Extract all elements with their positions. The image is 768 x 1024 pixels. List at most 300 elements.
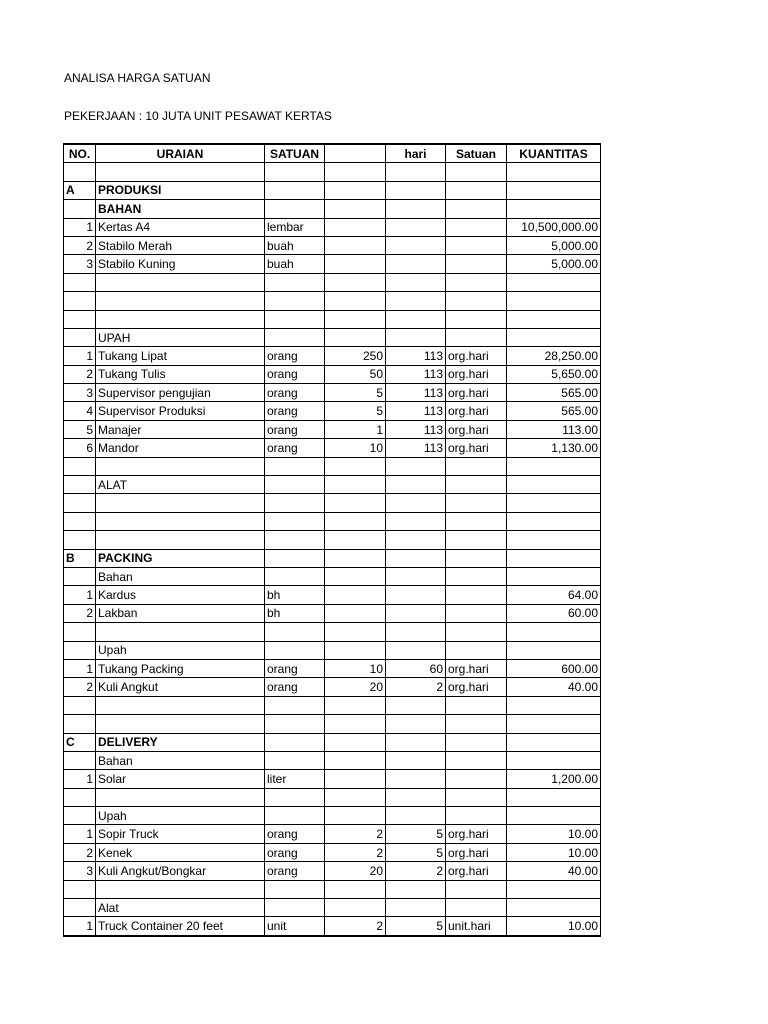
cell-volume [325, 255, 386, 273]
cell-hari [386, 273, 446, 291]
cell-hari: 113 [386, 347, 446, 365]
cell-satuan-hari [446, 623, 507, 641]
cell-uraian [96, 623, 265, 641]
cell-satuan: orang [265, 439, 325, 457]
cell-satuan: bh [265, 586, 325, 604]
cell-hari [386, 236, 446, 254]
cell-satuan [265, 476, 325, 494]
cell-uraian [96, 512, 265, 530]
cell-hari [386, 641, 446, 659]
header-row [64, 144, 601, 163]
cell-no: 2 [64, 843, 96, 861]
cell-hari: 2 [386, 678, 446, 696]
cell-uraian: Truck Container 20 feet [96, 917, 265, 936]
cell-hari: 5 [386, 825, 446, 843]
cell-kuantitas: 5,650.00 [507, 365, 601, 383]
cell-kuantitas [507, 200, 601, 218]
cell-satuan: orang [265, 659, 325, 677]
cell-hari: 5 [386, 843, 446, 861]
cell-volume [325, 899, 386, 917]
cell-volume [325, 163, 386, 181]
cell-uraian: Tukang Packing [96, 659, 265, 677]
cell-no [64, 696, 96, 714]
cell-kuantitas [507, 880, 601, 898]
cell-no [64, 899, 96, 917]
cell-volume [325, 512, 386, 530]
cell-hari [386, 770, 446, 788]
cell-no [64, 163, 96, 181]
cell-satuan-hari [446, 328, 507, 346]
table-row [64, 181, 601, 199]
table-row [64, 715, 601, 733]
cell-no [64, 807, 96, 825]
cell-volume [325, 328, 386, 346]
cell-hari [386, 715, 446, 733]
cell-satuan-hari: org.hari [446, 365, 507, 383]
cell-satuan [265, 715, 325, 733]
cell-hari [386, 163, 446, 181]
cell-uraian [96, 310, 265, 328]
cell-volume: 50 [325, 365, 386, 383]
cell-uraian: BAHAN [96, 200, 265, 218]
cell-kuantitas [507, 623, 601, 641]
cell-uraian: Supervisor Produksi [96, 402, 265, 420]
table-row [64, 236, 601, 254]
cell-no [64, 494, 96, 512]
cell-uraian: Kardus [96, 586, 265, 604]
cell-satuan-hari [446, 457, 507, 475]
cell-kuantitas: 1,130.00 [507, 439, 601, 457]
cell-satuan-hari: org.hari [446, 825, 507, 843]
cell-volume [325, 715, 386, 733]
cell-hari [386, 880, 446, 898]
cell-uraian: Solar [96, 770, 265, 788]
table-row [64, 899, 601, 917]
cell-uraian [96, 788, 265, 806]
cell-uraian: Kuli Angkut/Bongkar [96, 862, 265, 880]
cell-uraian [96, 163, 265, 181]
cell-uraian [96, 531, 265, 549]
cell-hari [386, 623, 446, 641]
cell-no: A [64, 181, 96, 199]
cell-satuan [265, 899, 325, 917]
cell-kuantitas: 5,000.00 [507, 236, 601, 254]
cell-volume [325, 880, 386, 898]
cell-kuantitas: 565.00 [507, 402, 601, 420]
table-row [64, 384, 601, 402]
cell-hari: 5 [386, 917, 446, 936]
cell-kuantitas [507, 310, 601, 328]
cell-no: 1 [64, 825, 96, 843]
cell-volume [325, 733, 386, 751]
cell-satuan [265, 163, 325, 181]
cell-satuan [265, 549, 325, 567]
cell-satuan [265, 328, 325, 346]
cell-no [64, 567, 96, 585]
cell-volume [325, 273, 386, 291]
cell-uraian: ALAT [96, 476, 265, 494]
cell-no: 1 [64, 770, 96, 788]
cell-no: 1 [64, 917, 96, 936]
cell-volume [325, 236, 386, 254]
cell-hari [386, 494, 446, 512]
cell-hari [386, 328, 446, 346]
cell-satuan-hari [446, 163, 507, 181]
table-row [64, 402, 601, 420]
table-row [64, 586, 601, 604]
table-row [64, 788, 601, 806]
cell-kuantitas: 113.00 [507, 420, 601, 438]
cell-volume [325, 788, 386, 806]
cell-volume [325, 586, 386, 604]
cell-uraian: Lakban [96, 604, 265, 622]
cell-satuan: bh [265, 604, 325, 622]
cell-uraian [96, 880, 265, 898]
cell-uraian: Alat [96, 899, 265, 917]
cell-hari [386, 512, 446, 530]
cell-kuantitas: 40.00 [507, 678, 601, 696]
header-hari: hari [386, 144, 446, 163]
cell-satuan-hari [446, 292, 507, 310]
cell-no: 1 [64, 347, 96, 365]
cell-volume: 10 [325, 439, 386, 457]
cell-kuantitas: 10.00 [507, 825, 601, 843]
cell-satuan-hari [446, 273, 507, 291]
cell-satuan: liter [265, 770, 325, 788]
cell-kuantitas [507, 549, 601, 567]
cell-uraian: Kenek [96, 843, 265, 861]
cell-satuan [265, 512, 325, 530]
cell-satuan-hari [446, 218, 507, 236]
cell-volume [325, 770, 386, 788]
cell-hari [386, 549, 446, 567]
cell-uraian: PRODUKSI [96, 181, 265, 199]
cell-volume: 2 [325, 825, 386, 843]
cell-kuantitas [507, 181, 601, 199]
cell-uraian: Sopir Truck [96, 825, 265, 843]
cell-kuantitas [507, 328, 601, 346]
document-title: ANALISA HARGA SATUAN [64, 71, 211, 85]
cell-hari [386, 567, 446, 585]
cell-satuan-hari [446, 751, 507, 769]
table-row [64, 457, 601, 475]
cell-no [64, 751, 96, 769]
cell-satuan-hari [446, 476, 507, 494]
cell-volume: 20 [325, 678, 386, 696]
table-row [64, 494, 601, 512]
cell-uraian: DELIVERY [96, 733, 265, 751]
cell-satuan-hari: org.hari [446, 384, 507, 402]
cell-hari [386, 807, 446, 825]
cell-hari: 113 [386, 439, 446, 457]
cell-kuantitas [507, 641, 601, 659]
cell-satuan-hari: org.hari [446, 659, 507, 677]
cell-hari [386, 899, 446, 917]
cell-satuan-hari [446, 586, 507, 604]
cell-kuantitas [507, 733, 601, 751]
cell-no: 1 [64, 586, 96, 604]
table-row [64, 825, 601, 843]
cell-satuan-hari: org.hari [446, 862, 507, 880]
cell-uraian [96, 715, 265, 733]
table-row [64, 531, 601, 549]
cell-satuan-hari [446, 696, 507, 714]
header-volume [325, 144, 386, 163]
table-row [64, 273, 601, 291]
cell-no: 5 [64, 420, 96, 438]
cell-satuan [265, 733, 325, 751]
cell-uraian: Tukang Tulis [96, 365, 265, 383]
cell-uraian [96, 696, 265, 714]
cell-volume: 2 [325, 843, 386, 861]
cell-satuan: orang [265, 384, 325, 402]
cell-kuantitas [507, 163, 601, 181]
cell-satuan: orang [265, 420, 325, 438]
cell-volume: 20 [325, 862, 386, 880]
cell-volume: 1 [325, 420, 386, 438]
cell-no: C [64, 733, 96, 751]
cell-satuan: orang [265, 678, 325, 696]
cell-satuan [265, 200, 325, 218]
cell-no [64, 476, 96, 494]
cell-no: 1 [64, 218, 96, 236]
cell-uraian: PACKING [96, 549, 265, 567]
cell-satuan-hari [446, 807, 507, 825]
cell-satuan: orang [265, 825, 325, 843]
cell-volume [325, 218, 386, 236]
cell-satuan-hari [446, 715, 507, 733]
cell-uraian: Stabilo Kuning [96, 255, 265, 273]
cell-volume [325, 476, 386, 494]
cell-volume [325, 531, 386, 549]
cell-hari [386, 733, 446, 751]
cell-no: 2 [64, 604, 96, 622]
cell-satuan [265, 623, 325, 641]
cell-satuan-hari [446, 567, 507, 585]
cell-volume [325, 457, 386, 475]
cell-uraian [96, 292, 265, 310]
cell-satuan: orang [265, 843, 325, 861]
cell-satuan [265, 696, 325, 714]
table-row [64, 843, 601, 861]
cell-volume [325, 181, 386, 199]
cell-satuan: orang [265, 347, 325, 365]
table-row [64, 641, 601, 659]
table-row [64, 512, 601, 530]
cell-satuan-hari [446, 788, 507, 806]
cell-no [64, 880, 96, 898]
cell-kuantitas [507, 512, 601, 530]
cell-kuantitas: 1,200.00 [507, 770, 601, 788]
cell-hari [386, 181, 446, 199]
table-row [64, 218, 601, 236]
cell-no: 3 [64, 384, 96, 402]
cell-satuan-hari [446, 512, 507, 530]
cell-hari [386, 476, 446, 494]
cell-hari [386, 255, 446, 273]
cell-kuantitas [507, 476, 601, 494]
cell-hari [386, 200, 446, 218]
cell-no [64, 788, 96, 806]
cell-hari [386, 586, 446, 604]
table-row [64, 365, 601, 383]
cell-hari [386, 292, 446, 310]
table-row [64, 696, 601, 714]
header-satuan: SATUAN [265, 144, 325, 163]
cell-kuantitas [507, 531, 601, 549]
cell-uraian: Manajer [96, 420, 265, 438]
cell-satuan-hari [446, 255, 507, 273]
cell-volume: 10 [325, 659, 386, 677]
table-row [64, 880, 601, 898]
cell-hari [386, 751, 446, 769]
cell-volume [325, 200, 386, 218]
cell-uraian [96, 273, 265, 291]
cell-kuantitas: 10.00 [507, 917, 601, 936]
cell-no [64, 512, 96, 530]
cell-uraian: Tukang Lipat [96, 347, 265, 365]
cell-kuantitas [507, 273, 601, 291]
cell-satuan-hari [446, 181, 507, 199]
cell-no: B [64, 549, 96, 567]
cell-kuantitas: 10,500,000.00 [507, 218, 601, 236]
cell-hari [386, 310, 446, 328]
cell-no: 3 [64, 255, 96, 273]
table-row [64, 163, 601, 181]
cell-volume [325, 641, 386, 659]
cell-no [64, 623, 96, 641]
cell-satuan [265, 567, 325, 585]
cell-uraian: UPAH [96, 328, 265, 346]
cell-satuan-hari [446, 604, 507, 622]
table-row [64, 310, 601, 328]
table-row [64, 678, 601, 696]
cell-satuan-hari: org.hari [446, 678, 507, 696]
cell-no: 2 [64, 678, 96, 696]
price-analysis-table [63, 143, 601, 937]
cell-hari: 2 [386, 862, 446, 880]
cell-satuan-hari [446, 549, 507, 567]
cell-hari: 113 [386, 402, 446, 420]
cell-kuantitas [507, 751, 601, 769]
cell-volume [325, 310, 386, 328]
cell-uraian: Kertas A4 [96, 218, 265, 236]
table-row [64, 476, 601, 494]
cell-no: 1 [64, 659, 96, 677]
table-row [64, 862, 601, 880]
cell-hari [386, 604, 446, 622]
cell-satuan-hari [446, 641, 507, 659]
cell-satuan-hari [446, 236, 507, 254]
table-row [64, 770, 601, 788]
cell-uraian [96, 457, 265, 475]
table-row [64, 292, 601, 310]
cell-no [64, 200, 96, 218]
table-row [64, 255, 601, 273]
cell-satuan [265, 880, 325, 898]
header-no: NO. [64, 144, 96, 163]
cell-volume [325, 751, 386, 769]
table-row [64, 807, 601, 825]
cell-satuan-hari [446, 899, 507, 917]
cell-satuan-hari [446, 880, 507, 898]
header-uraian: URAIAN [96, 144, 265, 163]
cell-uraian: Bahan [96, 567, 265, 585]
cell-no [64, 715, 96, 733]
table-row [64, 420, 601, 438]
cell-satuan [265, 310, 325, 328]
cell-satuan-hari [446, 770, 507, 788]
cell-hari: 60 [386, 659, 446, 677]
cell-volume [325, 807, 386, 825]
cell-satuan [265, 531, 325, 549]
cell-satuan [265, 494, 325, 512]
cell-kuantitas [507, 788, 601, 806]
cell-satuan: orang [265, 402, 325, 420]
cell-uraian [96, 494, 265, 512]
table-row [64, 751, 601, 769]
header-satuan-hari: Satuan [446, 144, 507, 163]
cell-satuan-hari: org.hari [446, 439, 507, 457]
cell-satuan-hari [446, 310, 507, 328]
cell-satuan-hari: unit.hari [446, 917, 507, 936]
cell-kuantitas [507, 696, 601, 714]
cell-satuan-hari: org.hari [446, 402, 507, 420]
cell-kuantitas [507, 807, 601, 825]
cell-satuan [265, 292, 325, 310]
cell-uraian: Supervisor pengujian [96, 384, 265, 402]
cell-satuan-hari [446, 531, 507, 549]
cell-kuantitas [507, 567, 601, 585]
cell-kuantitas [507, 457, 601, 475]
table-row [64, 733, 601, 751]
cell-hari [386, 696, 446, 714]
cell-uraian: Bahan [96, 751, 265, 769]
cell-kuantitas: 5,000.00 [507, 255, 601, 273]
cell-kuantitas [507, 494, 601, 512]
table-row [64, 328, 601, 346]
cell-volume: 5 [325, 402, 386, 420]
cell-uraian: Kuli Angkut [96, 678, 265, 696]
cell-volume [325, 696, 386, 714]
cell-uraian: Stabilo Merah [96, 236, 265, 254]
cell-volume [325, 604, 386, 622]
cell-kuantitas: 60.00 [507, 604, 601, 622]
table-row [64, 549, 601, 567]
cell-satuan-hari [446, 494, 507, 512]
cell-satuan [265, 788, 325, 806]
cell-hari [386, 788, 446, 806]
table-row [64, 604, 601, 622]
cell-uraian: Mandor [96, 439, 265, 457]
cell-satuan [265, 641, 325, 659]
cell-satuan-hari: org.hari [446, 843, 507, 861]
document-subtitle: PEKERJAAN : 10 JUTA UNIT PESAWAT KERTAS [64, 109, 332, 123]
cell-hari [386, 531, 446, 549]
cell-volume [325, 567, 386, 585]
cell-satuan: buah [265, 236, 325, 254]
cell-uraian: Upah [96, 807, 265, 825]
cell-hari [386, 218, 446, 236]
table-row [64, 200, 601, 218]
cell-no [64, 310, 96, 328]
table-row [64, 659, 601, 677]
cell-hari: 113 [386, 384, 446, 402]
table-row [64, 347, 601, 365]
cell-no: 2 [64, 236, 96, 254]
cell-satuan: buah [265, 255, 325, 273]
cell-volume: 2 [325, 917, 386, 936]
